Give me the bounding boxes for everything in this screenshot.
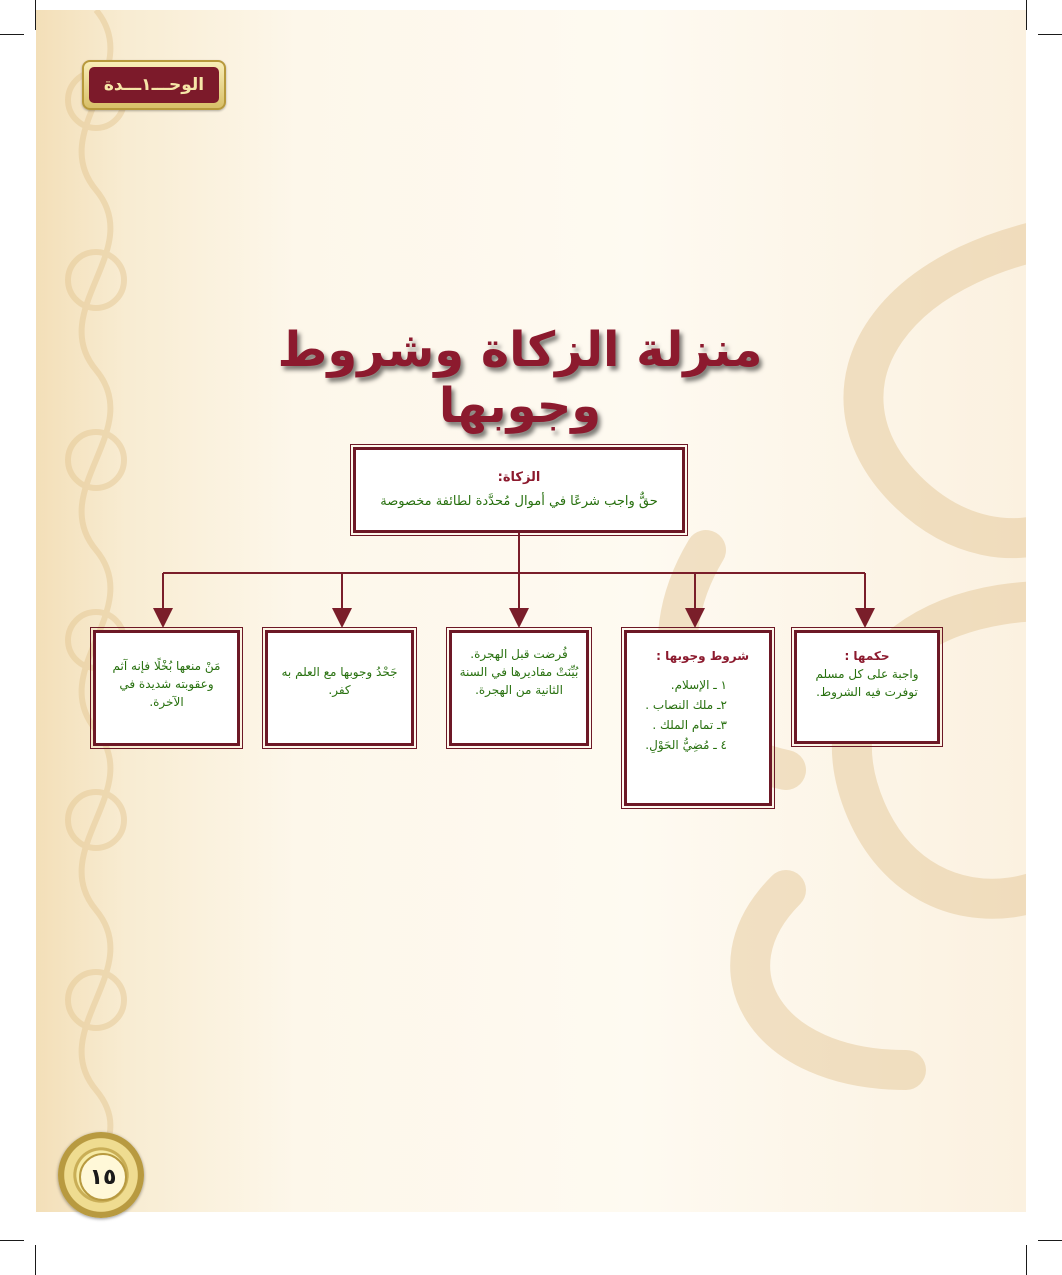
denial-box <box>265 630 414 746</box>
wisdom-box <box>794 630 940 744</box>
denial-text: جَحْدُ وجوبها مع العلم به كفر. <box>281 665 398 697</box>
condition-item: ٤ ـ مُضِيُّ الحَوْلِ. <box>645 738 727 752</box>
conditions-list <box>633 675 749 755</box>
zakat-heading: الزكاة: <box>497 470 541 485</box>
condition-item: ٢ـ ملك النصاب . <box>645 698 727 712</box>
history-box <box>449 630 589 746</box>
refusal-box <box>93 630 240 746</box>
wisdom-text: واجبة على كل مسلم توفرت فيه الشروط. <box>815 667 919 699</box>
condition-item: ٣ـ تمام الملك . <box>652 718 727 732</box>
conditions-box <box>624 630 772 806</box>
conditions-heading: شروط وجوبها : <box>656 649 749 663</box>
page-number: ١٥ <box>79 1153 127 1201</box>
zakat-definition: حقٌّ واجب شرعًا في أموال مُحدَّدة لطائفة مخصوصة <box>380 494 658 509</box>
wisdom-heading: حكمها : <box>844 649 890 663</box>
page-number-medallion <box>58 1132 144 1218</box>
condition-item: ١ ـ الإسلام. <box>670 678 727 692</box>
page-title: منزلة الزكاة وشروط وجوبها <box>277 322 763 434</box>
unit-label: الوحـــ١ـــدة <box>89 67 219 103</box>
refusal-text: مَنْ منعها بُخْلًا فإنه آثم وعقوبته شديدة في الآخرة. <box>112 659 221 709</box>
zakat-definition-box <box>353 447 685 533</box>
history-text: فُرضت قبل الهجرة. بُيِّنَتْ مقاديرها في السنة الثانية من الهجرة. <box>459 647 579 697</box>
